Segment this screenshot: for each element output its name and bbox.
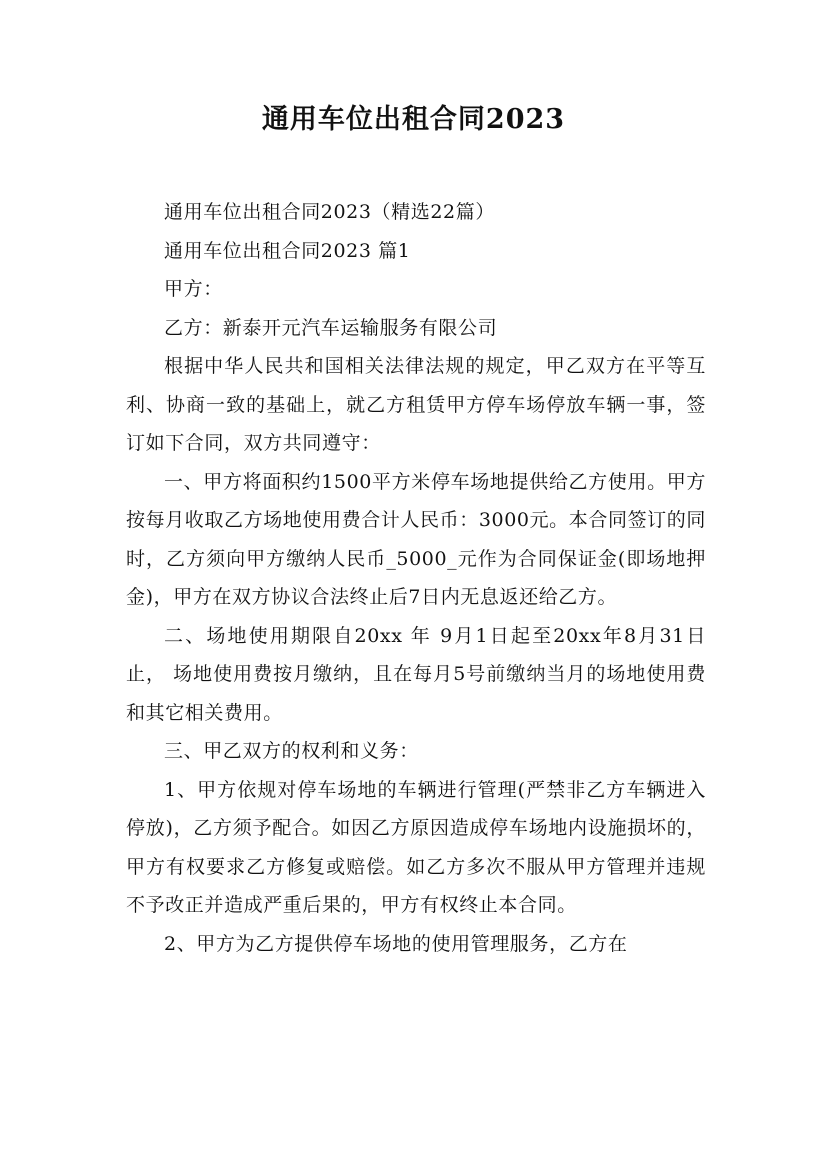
paragraph-clause-1: 一、甲方将面积约1500平方米停车场地提供给乙方使用。甲方按每月收取乙方场地使用费合计人民币：3000元。本合同签订的同时，乙方须向甲方缴纳人民币_5000_元作为合同保证金(即场地押金)，甲方在双方协议合法终止后7日内无息返还给乙方。 — [126, 470, 706, 608]
paragraph-clause-3-item-2: 2、甲方为乙方提供停车场地的使用管理服务，乙方在 — [164, 932, 628, 955]
paragraph-section-heading: 通用车位出租合同2023 篇1 — [164, 239, 411, 262]
paragraph-clause-3-heading: 三、甲乙双方的权利和义务： — [164, 740, 419, 762]
paragraph-party-a: 甲方： — [164, 278, 223, 300]
paragraph-preamble: 根据中华人民共和国相关法律法规的规定，甲乙双方在平等互利、协商一致的基础上，就乙方租赁甲方停车场停放车辆一事，签订如下合同，双方共同遵守： — [126, 355, 706, 454]
paragraph-party-b: 乙方：新泰开元汽车运输服务有限公司 — [164, 316, 498, 339]
paragraph-subtitle: 通用车位出租合同2023（精选22篇） — [164, 201, 495, 223]
document-title: 通用车位出租合同2023 — [261, 104, 566, 135]
paragraph-clause-3-item-1: 1、甲方依规对停车场地的车辆进行管理(严禁非乙方车辆进入停放)，乙方须予配合。如因乙方原因造成停车场地内设施损坏的，甲方有权要求乙方修复或赔偿。如乙方多次不服从甲方管理并违规不予改正并造成严重后果的，甲方有权终止本合同。 — [126, 778, 706, 916]
document-body — [126, 193, 706, 963]
paragraph-clause-2: 二、场地使用期限自20xx 年 9月1日起至20xx年8月31日止， 场地使用费按月缴纳，且在每月5号前缴纳当月的场地使用费和其它相关费用。 — [126, 624, 706, 724]
